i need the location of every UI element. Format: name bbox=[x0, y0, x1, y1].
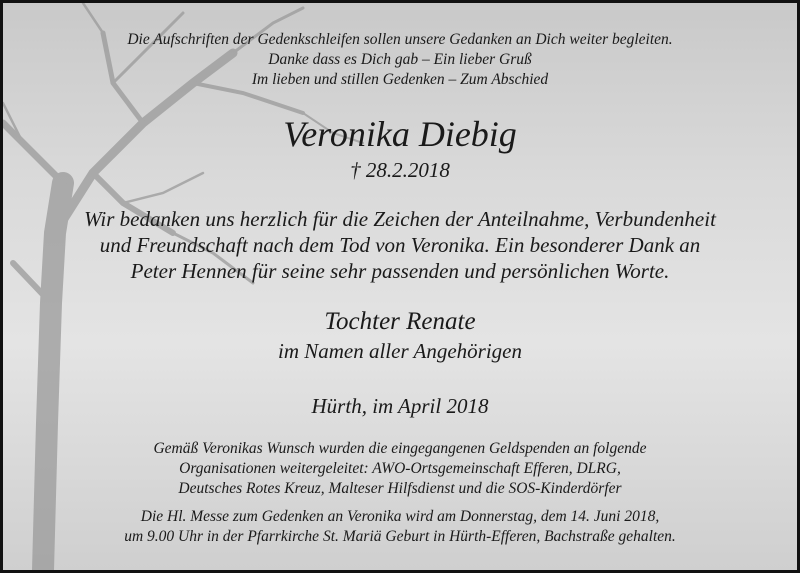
donation-line: Organisationen weitergeleitet: AWO-Ortsgemeinschaft Efferen, DLRG, bbox=[179, 460, 621, 477]
donation-line: Gemäß Veronikas Wunsch wurden die eingegangenen Geldspenden an folgende bbox=[153, 440, 647, 457]
thanks-line: Wir bedanken uns herzlich für die Zeichen der Anteilnahme, Verbundenheit bbox=[84, 207, 716, 231]
signature-subline: im Namen aller Angehörigen bbox=[277, 339, 522, 363]
signature-name: Tochter Renate bbox=[324, 308, 476, 335]
death-date: † 28.2.2018 bbox=[350, 158, 450, 182]
mass-line: Die Hl. Messe zum Gedenken an Veronika wird am Donnerstag, dem 14. Juni 2018, bbox=[140, 508, 660, 525]
header-line: Im lieben und stillen Gedenken – Zum Abschied bbox=[251, 71, 549, 88]
header-line: Die Aufschriften der Gedenkschleifen sollen unsere Gedanken an Dich weiter begleiten. bbox=[127, 31, 673, 48]
obituary-text bbox=[3, 3, 797, 570]
thanks-line: und Freundschaft nach dem Tod von Veronika. Ein besonderer Dank an bbox=[99, 233, 701, 257]
donation-line: Deutsches Rotes Kreuz, Malteser Hilfsdienst und die SOS-Kinderdörfer bbox=[178, 480, 622, 497]
header-line: Danke dass es Dich gab – Ein lieber Gruß bbox=[268, 51, 532, 68]
thanks-line: Peter Hennen für seine sehr passenden und persönlichen Worte. bbox=[130, 259, 670, 283]
mass-line: um 9.00 Uhr in der Pfarrkirche St. Mariä Geburt in Hürth-Efferen, Bachstraße gehalten. bbox=[124, 528, 676, 545]
place-date: Hürth, im April 2018 bbox=[311, 394, 489, 418]
deceased-name: Veronika Diebig bbox=[283, 114, 517, 154]
